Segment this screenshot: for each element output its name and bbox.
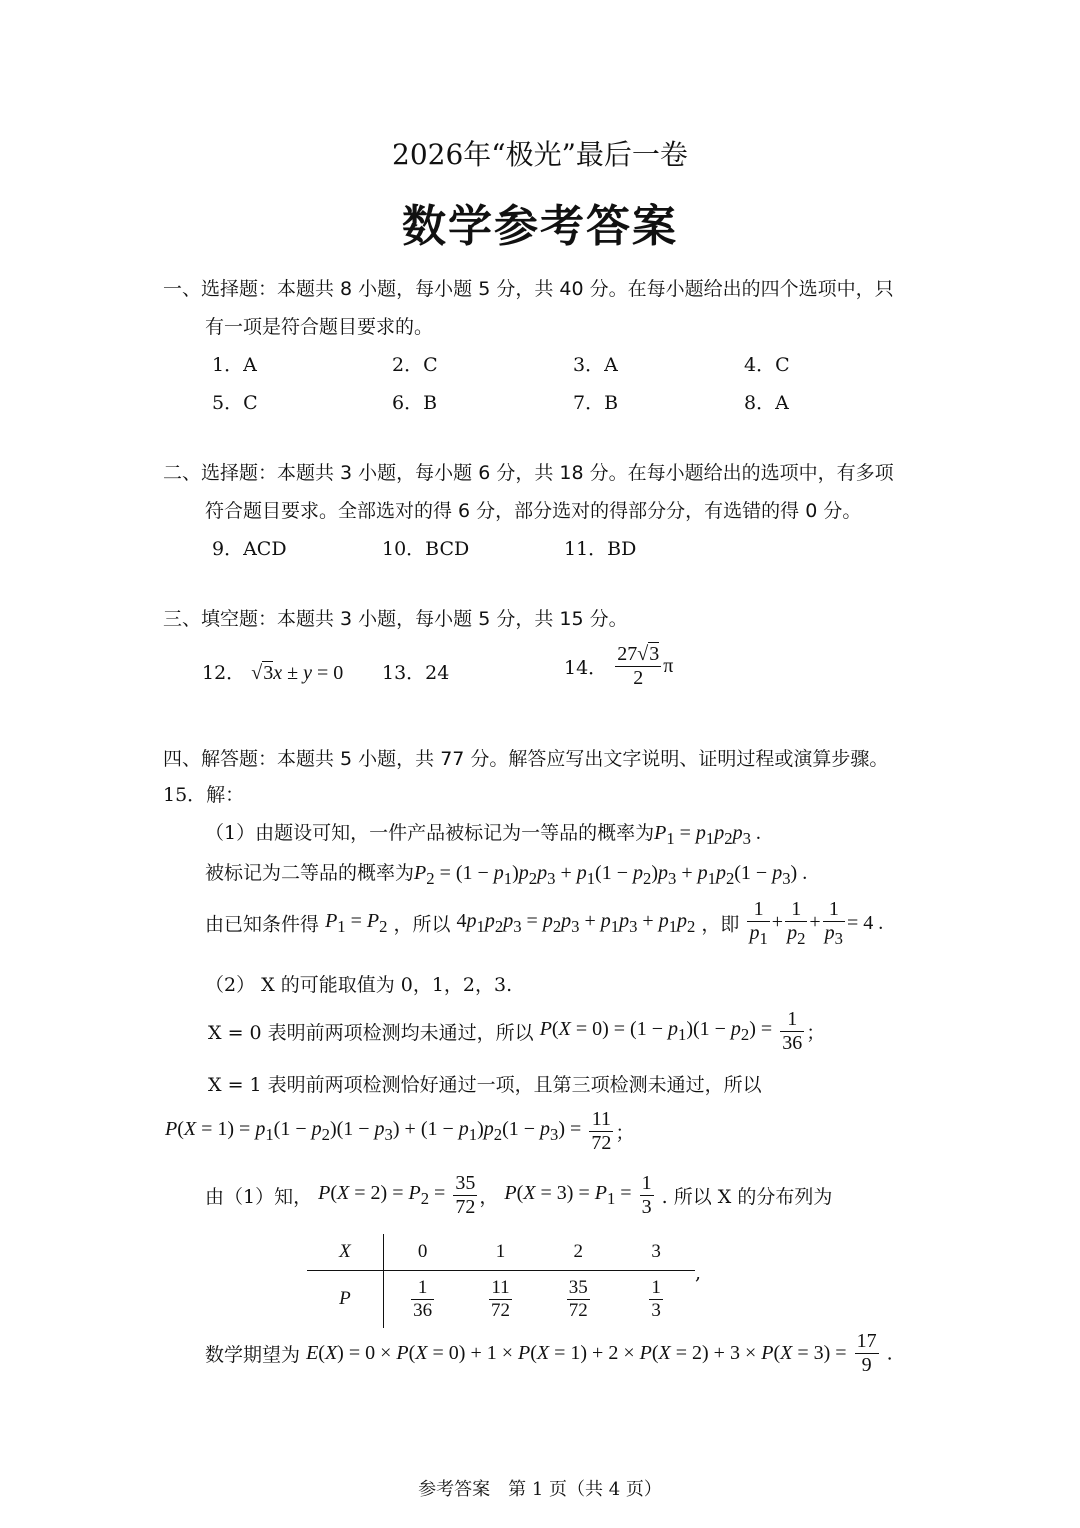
answer-14-fraction: $\frac{27√3}{2}$ bbox=[617, 643, 660, 689]
part2-x1-line: X = 1 表明前两项检测恰好通过一项，且第三项检测未通过，所以 bbox=[208, 1074, 762, 1096]
section2-heading-line1: 二、选择题：本题共 3 小题，每小题 6 分，共 18 分。在每小题给出的选项中，有多项 bbox=[163, 462, 894, 484]
answer-12-formula: √3x ± y = 0 bbox=[251, 662, 344, 684]
table-x-1: 1 bbox=[495, 1240, 506, 1262]
section3-heading: 三、填空题：本题共 3 小题，每小题 5 分，共 15 分。 bbox=[163, 608, 628, 630]
answer-7: 7．B bbox=[573, 392, 619, 414]
answer-6: 6．B bbox=[392, 392, 438, 414]
table-x-3: 3 bbox=[651, 1240, 661, 1262]
section1-heading-line2: 有一项是符合题目要求的。 bbox=[205, 316, 434, 338]
px3-formula: $P(X = 3) = P_1$ = bbox=[504, 1182, 632, 1208]
part1-line1 bbox=[205, 818, 761, 849]
x0-text: X = 0 表明前两项检测均未通过，所以 bbox=[208, 1022, 534, 1044]
answer-1: 1．A bbox=[212, 354, 257, 376]
px1-formula: $P(X = 1) = p_1(1 - p_2)(1 - p_3) + (1 - p_1)p_2(1 - p_3)$ = bbox=[165, 1118, 582, 1144]
part1-line3-text-a: 由已知条件得 bbox=[205, 913, 320, 936]
expectation-value: $\frac{17}{9}$ bbox=[856, 1330, 877, 1376]
px0-value: $\frac{1}{36}$ bbox=[782, 1008, 803, 1054]
page-title: 数学参考答案 bbox=[402, 201, 678, 252]
table-p-0: $\frac{1}{36}$ bbox=[413, 1276, 433, 1321]
part1-line2 bbox=[205, 858, 807, 889]
equation-4p: $4p_1p_2p_3 = p_2p_3 + p_1p_3 + p_1p_2$ bbox=[456, 909, 696, 936]
part1-line3-text-c: ，即 bbox=[701, 913, 740, 936]
answer-4: 4．C bbox=[744, 354, 790, 376]
part1-text: （1）由题设可知，一件产品被标记为一等品的概率为 bbox=[205, 822, 655, 844]
table-x-0: 0 bbox=[417, 1240, 428, 1262]
section1-heading-line1: 一、选择题：本题共 8 小题，每小题 5 分，共 40 分。在每小题给出的四个选项中，只 bbox=[163, 278, 894, 300]
part1-line3 bbox=[205, 898, 883, 949]
answer-12-label: 12． bbox=[202, 662, 246, 684]
part2-px1-line: $P(X = 1) = p_1(1 - p_2)(1 - p_3) + (1 - p_1)p_2(1 - p_3)$ = $\frac{11}{72}$ ； bbox=[165, 1108, 635, 1154]
section4-heading: 四、解答题：本题共 5 小题，共 77 分。解答应写出文字说明、证明过程或演算步骤。 bbox=[163, 748, 889, 770]
answer-5: 5．C bbox=[212, 392, 258, 414]
answer-2: 2．C bbox=[392, 354, 438, 376]
expectation-line: 数学期望为 E(X) = 0 × P(X = 0) + 1 × P(X = 1) + 2 × P(X = 2) + 3 × P(X = 3) = $\frac{17}{9}$ . bbox=[205, 1330, 893, 1376]
answer-14-label: 14． bbox=[564, 657, 608, 679]
table-row-p: P bbox=[307, 1270, 383, 1328]
px23-text-a: 由（1）知， bbox=[205, 1186, 313, 1208]
table-p-2: $\frac{35}{72}$ bbox=[568, 1276, 588, 1321]
answer-13: 13．24 bbox=[382, 662, 450, 684]
table-x-2: 2 bbox=[573, 1240, 584, 1262]
table-trailing-comma: , bbox=[695, 1262, 702, 1284]
p2-formula: $P_2 = (1 - p_1)p_2p_3 + p_1(1 - p_2)p_3 + p_1p_2(1 - p_3)$ . bbox=[414, 862, 808, 888]
px0-formula: $P(X = 0) = (1 - p_1)(1 - p_2)$ = bbox=[539, 1018, 773, 1044]
px23-text-b: . 所以 X 的分布列为 bbox=[661, 1186, 833, 1208]
part2-px23-line: 由（1）知， $P(X = 2) = P_2$ = $\frac{35}{72}$ ， $P(X = 3) = P_1$ = $\frac{1}{3}$ . 所以 X 的分布列为 bbox=[205, 1172, 833, 1218]
expectation-formula: E(X) = 0 × P(X = 0) + 1 × P(X = 1) + 2 × P(X = 2) + 3 × P(X = 3) = bbox=[306, 1342, 847, 1364]
px2-value: $\frac{35}{72}$ bbox=[455, 1172, 476, 1218]
answer-12 bbox=[202, 658, 343, 685]
distribution-table bbox=[307, 1234, 695, 1328]
answer-8: 8．A bbox=[744, 392, 789, 414]
part2-line1: （2） X 的可能取值为 0，1，2，3. bbox=[205, 974, 513, 996]
expectation-text: 数学期望为 bbox=[205, 1344, 301, 1366]
table-p-3: $\frac{1}{3}$ bbox=[651, 1276, 661, 1321]
answer-11: 11．BD bbox=[564, 538, 637, 560]
px2-formula: $P(X = 2) = P_2$ = bbox=[318, 1182, 446, 1208]
exam-subtitle: 2026年“极光”最后一卷 bbox=[392, 138, 688, 171]
p1-formula: $P_1 = p_1p_2p_3$ . bbox=[654, 822, 761, 848]
px1-value: $\frac{11}{72}$ bbox=[591, 1108, 612, 1154]
part1-line2-text: 被标记为二等品的概率为 bbox=[205, 862, 415, 884]
px3-value: $\frac{1}{3}$ bbox=[641, 1172, 652, 1218]
answer-9: 9．ACD bbox=[212, 538, 287, 560]
page-footer: 参考答案 第 1 页（共 4 页） bbox=[418, 1479, 662, 1500]
reciprocal-sum: $\frac{1}{p_1}$ + $\frac{1}{p_2}$ + $\frac{1}{p_3}$ = 4 . bbox=[749, 898, 884, 948]
answer-3: 3．A bbox=[573, 354, 618, 376]
table-header-x: X bbox=[307, 1234, 383, 1270]
answer-10: 10．BCD bbox=[382, 538, 470, 560]
part2-x0-line: X = 0 表明前两项检测均未通过，所以 $P(X = 0) = (1 - p_1)(1 - p_2)$ = $\frac{1}{36}$ ； bbox=[208, 1008, 826, 1054]
part1-line3-text-b: ，所以 bbox=[393, 913, 451, 936]
table-p-1: $\frac{11}{72}$ bbox=[490, 1276, 510, 1321]
question-15-label: 15．解： bbox=[163, 784, 245, 806]
p1-equals-p2: $P_1 = P_2$ bbox=[325, 909, 388, 936]
answer-14: 14． $\frac{27√3}{2}$ π bbox=[564, 643, 674, 689]
section2-heading-line2: 符合题目要求。全部选对的得 6 分，部分选对的得部分分，有选错的得 0 分。 bbox=[205, 500, 862, 522]
